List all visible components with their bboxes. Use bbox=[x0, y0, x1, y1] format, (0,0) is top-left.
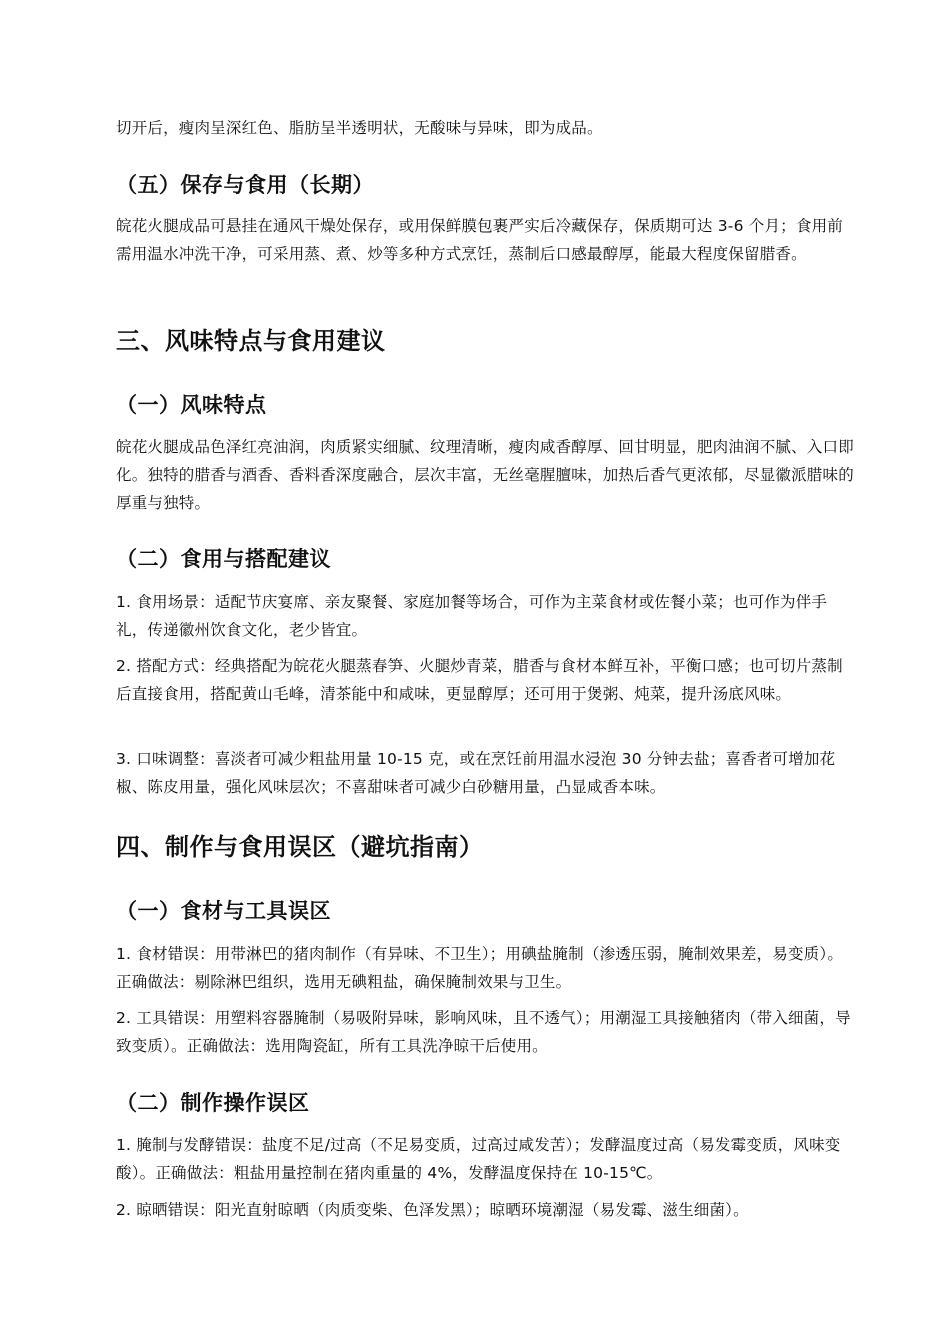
storage-heading: （五）保存与食用（长期） bbox=[116, 173, 374, 197]
storage-paragraph: 皖花火腿成品可悬挂在通风干燥处保存，或用保鲜膜包裹严实后冷藏保存，保质期可达 3-6 个月；食用前需用温水冲洗干净，可采用蒸、煮、炒等多种方式烹饪，蒸制后口感最醇厚，能最大程度保留腊香。 bbox=[116, 217, 843, 263]
ingredients-item: 1. 食材错误：用带淋巴的猪肉制作（有异味、不卫生）；用碘盐腌制（渗透压弱，腌制效果差，易变质）。正确做法：剔除淋巴组织，选用无碘粗盐，确保腌制效果与卫生。 bbox=[116, 945, 844, 991]
section3-heading: 三、风味特点与食用建议 bbox=[116, 327, 386, 355]
suggestion-item: 2. 搭配方式：经典搭配为皖花火腿蒸春笋、火腿炒青菜，腊香与食材本鲜互补，平衡口感；也可切片蒸制后直接食用，搭配黄山毛峰，清茶能中和咸味，更显醇厚；还可用于煲粥、炖菜，提升汤底风味。 bbox=[116, 657, 843, 703]
section4-heading: 四、制作与食用误区（避坑指南） bbox=[116, 833, 484, 861]
suggestion-item: 3. 口味调整：喜淡者可减少粗盐用量 10-15 克，或在烹饪前用温水浸泡 30 分钟去盐；喜香者可增加花椒、陈皮用量，强化风味层次；不喜甜味者可减少白砂糖用量，凸显咸香本味。 bbox=[116, 750, 836, 796]
operations-heading: （二）制作操作误区 bbox=[116, 1091, 310, 1115]
intro-paragraph: 切开后，瘦肉呈深红色、脂肪呈半透明状，无酸味与异味，即为成品。 bbox=[116, 119, 603, 137]
operations-item: 1. 腌制与发酵错误：盐度不足/过高（不足易变质，过高过咸发苦）；发酵温度过高（易发霉变质，风味变酸）。正确做法：粗盐用量控制在猪肉重量的 4%，发酵温度保持在 10-15℃。 bbox=[116, 1136, 841, 1182]
ingredients-item: 2. 工具错误：用塑料容器腌制（易吸附异味，影响风味，且不透气）；用潮湿工具接触猪肉（带入细菌，导致变质）。正确做法：选用陶瓷缸，所有工具洗净晾干后使用。 bbox=[116, 1009, 851, 1055]
flavor-heading: （一）风味特点 bbox=[116, 393, 267, 417]
suggestions-heading: （二）食用与搭配建议 bbox=[116, 547, 331, 571]
flavor-paragraph: 皖花火腿成品色泽红亮油润，肉质紧实细腻、纹理清晰，瘦肉咸香醇厚、回甘明显，肥肉油润不腻、入口即化。独特的腊香与酒香、香料香深度融合，层次丰富，无丝毫腥膻味，加热后香气更浓郁，尽显徽派腊味的厚重与独特。 bbox=[116, 438, 854, 512]
operations-item: 2. 晾晒错误：阳光直射晾晒（肉质变柴、色泽发黑）；晾晒环境潮湿（易发霉、滋生细菌）。 bbox=[116, 1201, 749, 1219]
ingredients-heading: （一）食材与工具误区 bbox=[116, 899, 331, 923]
suggestion-item: 1. 食用场景：适配节庆宴席、亲友聚餐、家庭加餐等场合，可作为主菜食材或佐餐小菜；也可作为伴手礼，传递徽州饮食文化，老少皆宜。 bbox=[116, 593, 828, 639]
